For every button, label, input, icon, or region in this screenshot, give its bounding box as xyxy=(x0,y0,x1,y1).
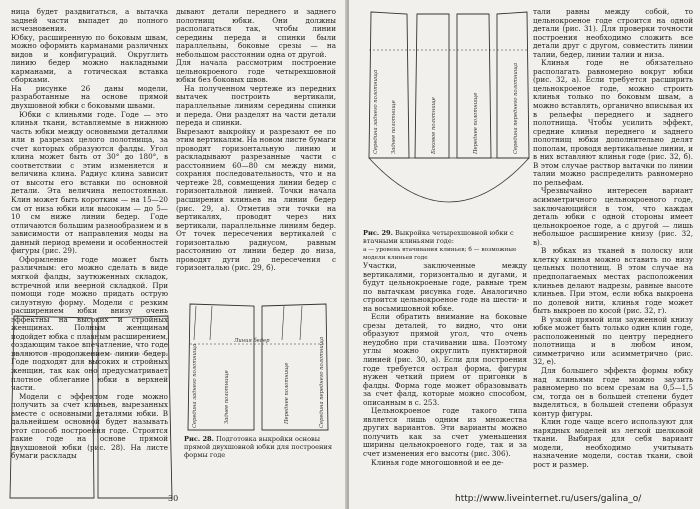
left-page xyxy=(0,0,347,509)
figure-28 xyxy=(184,300,334,434)
paragraph: Клин годе чаще всего используют для нарядных моделей из легкой шелковой ткани. Выбирая для себя вариант модели, необходимо учитывать назначение модели, состав ткани, свой рост и размер. xyxy=(533,417,693,469)
paragraph: Если обратить внимание на боковые срезы деталей, то видно, что они образуют прямой угол, что очень неудобно при стачивании шва. Поэтому углы можно округлить пунктирной линией (рис. 30, а). Если для построения годе требуется острая форма, фигуры нужен четкий прием от пригонки в фалды. Форма годе может образовывать за счет фалд, которые можно способом, описанным в с. 253. xyxy=(363,312,527,407)
paragraph: тали равны между собой, то цельнокроеное годе строится на одной детали (рис. 31). Для проверки точности построения необходимо сложить все детали друг с другом, совместить линии талии, бедер, линии талии и низа. xyxy=(533,7,693,59)
right-column-1 xyxy=(363,262,527,504)
page-number: 30 xyxy=(168,494,179,503)
paragraph: Чрезвычайно интересен вариант асимметричного цельнокроеного годе, заключающийся в том, что каждая деталь юбки с одной стороны имеет цельнокроеное годе, а с другой — лишь небольшое расширение книзу (рис. 32, в). xyxy=(533,186,693,247)
paragraph: Для большего эффекта формы юбку над клиньями годе можно заузить равномерно по всем срезам на 0,5—1,5 см, тогда он в большей степени будет выделяться, в большей степени образуя контур фигуры. xyxy=(533,365,693,418)
left-column-2 xyxy=(176,8,336,298)
paragraph: На полученном чертеже из передних вытачек построить вертикали, параллельные линиям середины спинки и переда. Они разделят на части детали переда и спинки. Вырезают выкройку и разрезают ее по этим вертикалям. На новом листе бумаги проводят горизонтальную линию и раскладывают разрезанные части с расстоянием 60—80 см между ними, сохраняя последовательность, что и на чертеже 28, совмещения линии бедер с горизонтальной линией. Точки начала расширения клиньев на линии бедер (рис. 29, а). Отметив эти точки на вертикалях, проводят через них вертикали, параллельные линиям бедер. От точек пересечения вертикалей с горизонталью радиусом, равным расстоянию от линии бедер до низа, проводят дуги до пересечения с горизонталью (рис. 29, б). xyxy=(176,83,336,273)
fig29-label: Середина заднего полотнища xyxy=(373,69,379,154)
right-column-2 xyxy=(533,8,693,486)
gore-arc xyxy=(369,158,529,202)
paragraph: Клинья годе не обязательно располагать равномерно вокруг юбки (рис. 32, а). Если требуется расширить цельнокроеное годе, можно строить клинья только по боковым швам, а можно вставлять, органично вписывая их в рельефы переднего и заднего полотнища. Чтобы усилить эффект, средние клинья переднего и заднего полотнищ юбки дополнительно делят пополам, проводя вертикальные линии, и в них вставляют клинья годе (рис. 32, б). В этом случае раствор вытачки по линии талии можно распределить равномерно по рельефам. xyxy=(533,58,693,187)
fig29-label: Середина переднего полотнища xyxy=(513,62,519,154)
paragraph: Оформление годе может быть различным: его можно сделать в виде мягкой фалды, заутюженных складок, встречной или веерной складкой. При помощи годе можно придать острую силуэтную форму. Модели с резким расширением юбки внизу очень эффектны на высоких и стройных женщинах. Полным женщинам подойдет юбка с плавным расширением, создающим такое впечатление, что годе являются продолжением линии бедер. Годе подходят для высоких и стройных женщин, так как оно предусматривает плотное облегание юбки в верхней части. xyxy=(11,254,168,393)
paragraph: Участки, заключенные между вертикалями, горизонталью и дугами, и будут цельнокроеные годе, равные трем по вытачкам рисунка годе. Аналогично строится цельнокроеное годе на шести- и на восьмишовной юбке. xyxy=(363,261,527,313)
caption-subtext: а — уровень втачивания клиньев; б — возможные модели клиньев годе xyxy=(363,246,517,262)
fig28-label: Середина заднего полотнища xyxy=(192,343,198,428)
fig28-label: Середина переднего полотнища xyxy=(319,336,325,428)
fig29-label: Боковое полотнище xyxy=(431,97,437,154)
figure-28-caption xyxy=(184,436,336,459)
figure-27-fragment xyxy=(6,308,179,504)
paragraph: В узкой прямой или зауженной книзу юбке может быть только один клин годе, расположенный по центру переднего полотнища и в любом ином, симметрично или асимметрично (рис. 32, е). xyxy=(533,314,693,367)
fig29-label: Заднее полотнище xyxy=(391,100,397,154)
fig28-label: Переднее полотнище xyxy=(284,362,290,424)
figure-29 xyxy=(363,8,533,230)
paragraph: Клинья годе многошовной и ее де- xyxy=(371,457,504,467)
fig28-label: Линия бедер xyxy=(234,338,270,344)
fig29-label: Переднее полотнище xyxy=(473,92,479,154)
figure-number: Рис. 29. xyxy=(363,229,393,237)
paragraph: Юбки с клиньями годе. Годе — это клинья ткани, вставляемые в нижнюю часть юбки между основными деталями или в разрезах целого полотнища, за счет которых образуются фалды. Угол клина может быть от 30° до 180°, в соответствии с этим изменяется и величина клина. Радиус клина зависит от высоты его вставки по основной детали. Эта величина непостоянная. Клин может быть коротким — на 15—20 см от низа юбки или высоким — до 5—10 см ниже линии бедер. Годе отличаются большим разнообразием и в зависимости от направления моды на данный период времени и особенностей фигуры (рис. 29). xyxy=(11,109,168,256)
paragraph: дывают детали переднего и заднего полотнищ юбки. Они должны располагаться так, чтобы линии середины переда и спинки были параллельны, боковые срезы — на небольшом расстоянии одна от другой. Для начала рассмотрим построение цельнокроеного годе четырехшовной юбки без боковых швов. xyxy=(176,7,336,85)
left-column-1 xyxy=(11,7,168,461)
right-page xyxy=(349,0,700,509)
watermark-url: http://www.liveinternet.ru/users/galina_o/ xyxy=(455,494,642,504)
caption-text: Выкройка четырехшовной юбки с втачными клиньями годе: xyxy=(363,229,514,245)
caption-text: Подготовка выкройки основы прямой двухшовной юбки для построения формы годе xyxy=(184,435,332,459)
paragraph: ница будет раздвигаться, а вытачка задней части выпадет до полного исчезновения. Юбку, расширенную по боковым швам, можно оформить карманами различных видов и конфигураций. Округлить линию бедер можно накладными карманами, а готическая вставка сборками. На рисунке 26 даны модели, разработанные на основе прямой двухшовной юбки с боковыми швами. xyxy=(11,7,168,111)
paragraph: Цельнокроеное годе такого типа является лишь одним из множества других вариантов. Эти варианты можно получить как за счет уменьшения ширины цельнокроеного годе, так и за счет изменения его высоты (рис. 306). xyxy=(363,406,527,459)
paragraph: Модели с эффектом годе можно получить за счет клиньев, вырезанных вместе с основными деталями юбки. В дальнейшем основной будет называть этот способ построения годе. Строятся такие годе на основе прямой двухшовной юбки (рис. 28). На листе бумаги расклады xyxy=(11,391,168,461)
paragraph: В юбках из тканей в полоску или клетку клинья можно вставить по низу цельных полотнищ. В этом случае на предполагаемых местах расположения клиньев делают надрезы, равные высоте клиньев. При этом, если юбка выкроена по долевой нити, клинья годе может быть выкроен по косой (рис. 32, г). xyxy=(533,246,693,316)
fig28-label: Заднее полотнище xyxy=(224,370,230,424)
figure-number: Рис. 28. xyxy=(184,435,214,443)
figure-29-caption xyxy=(363,230,533,263)
